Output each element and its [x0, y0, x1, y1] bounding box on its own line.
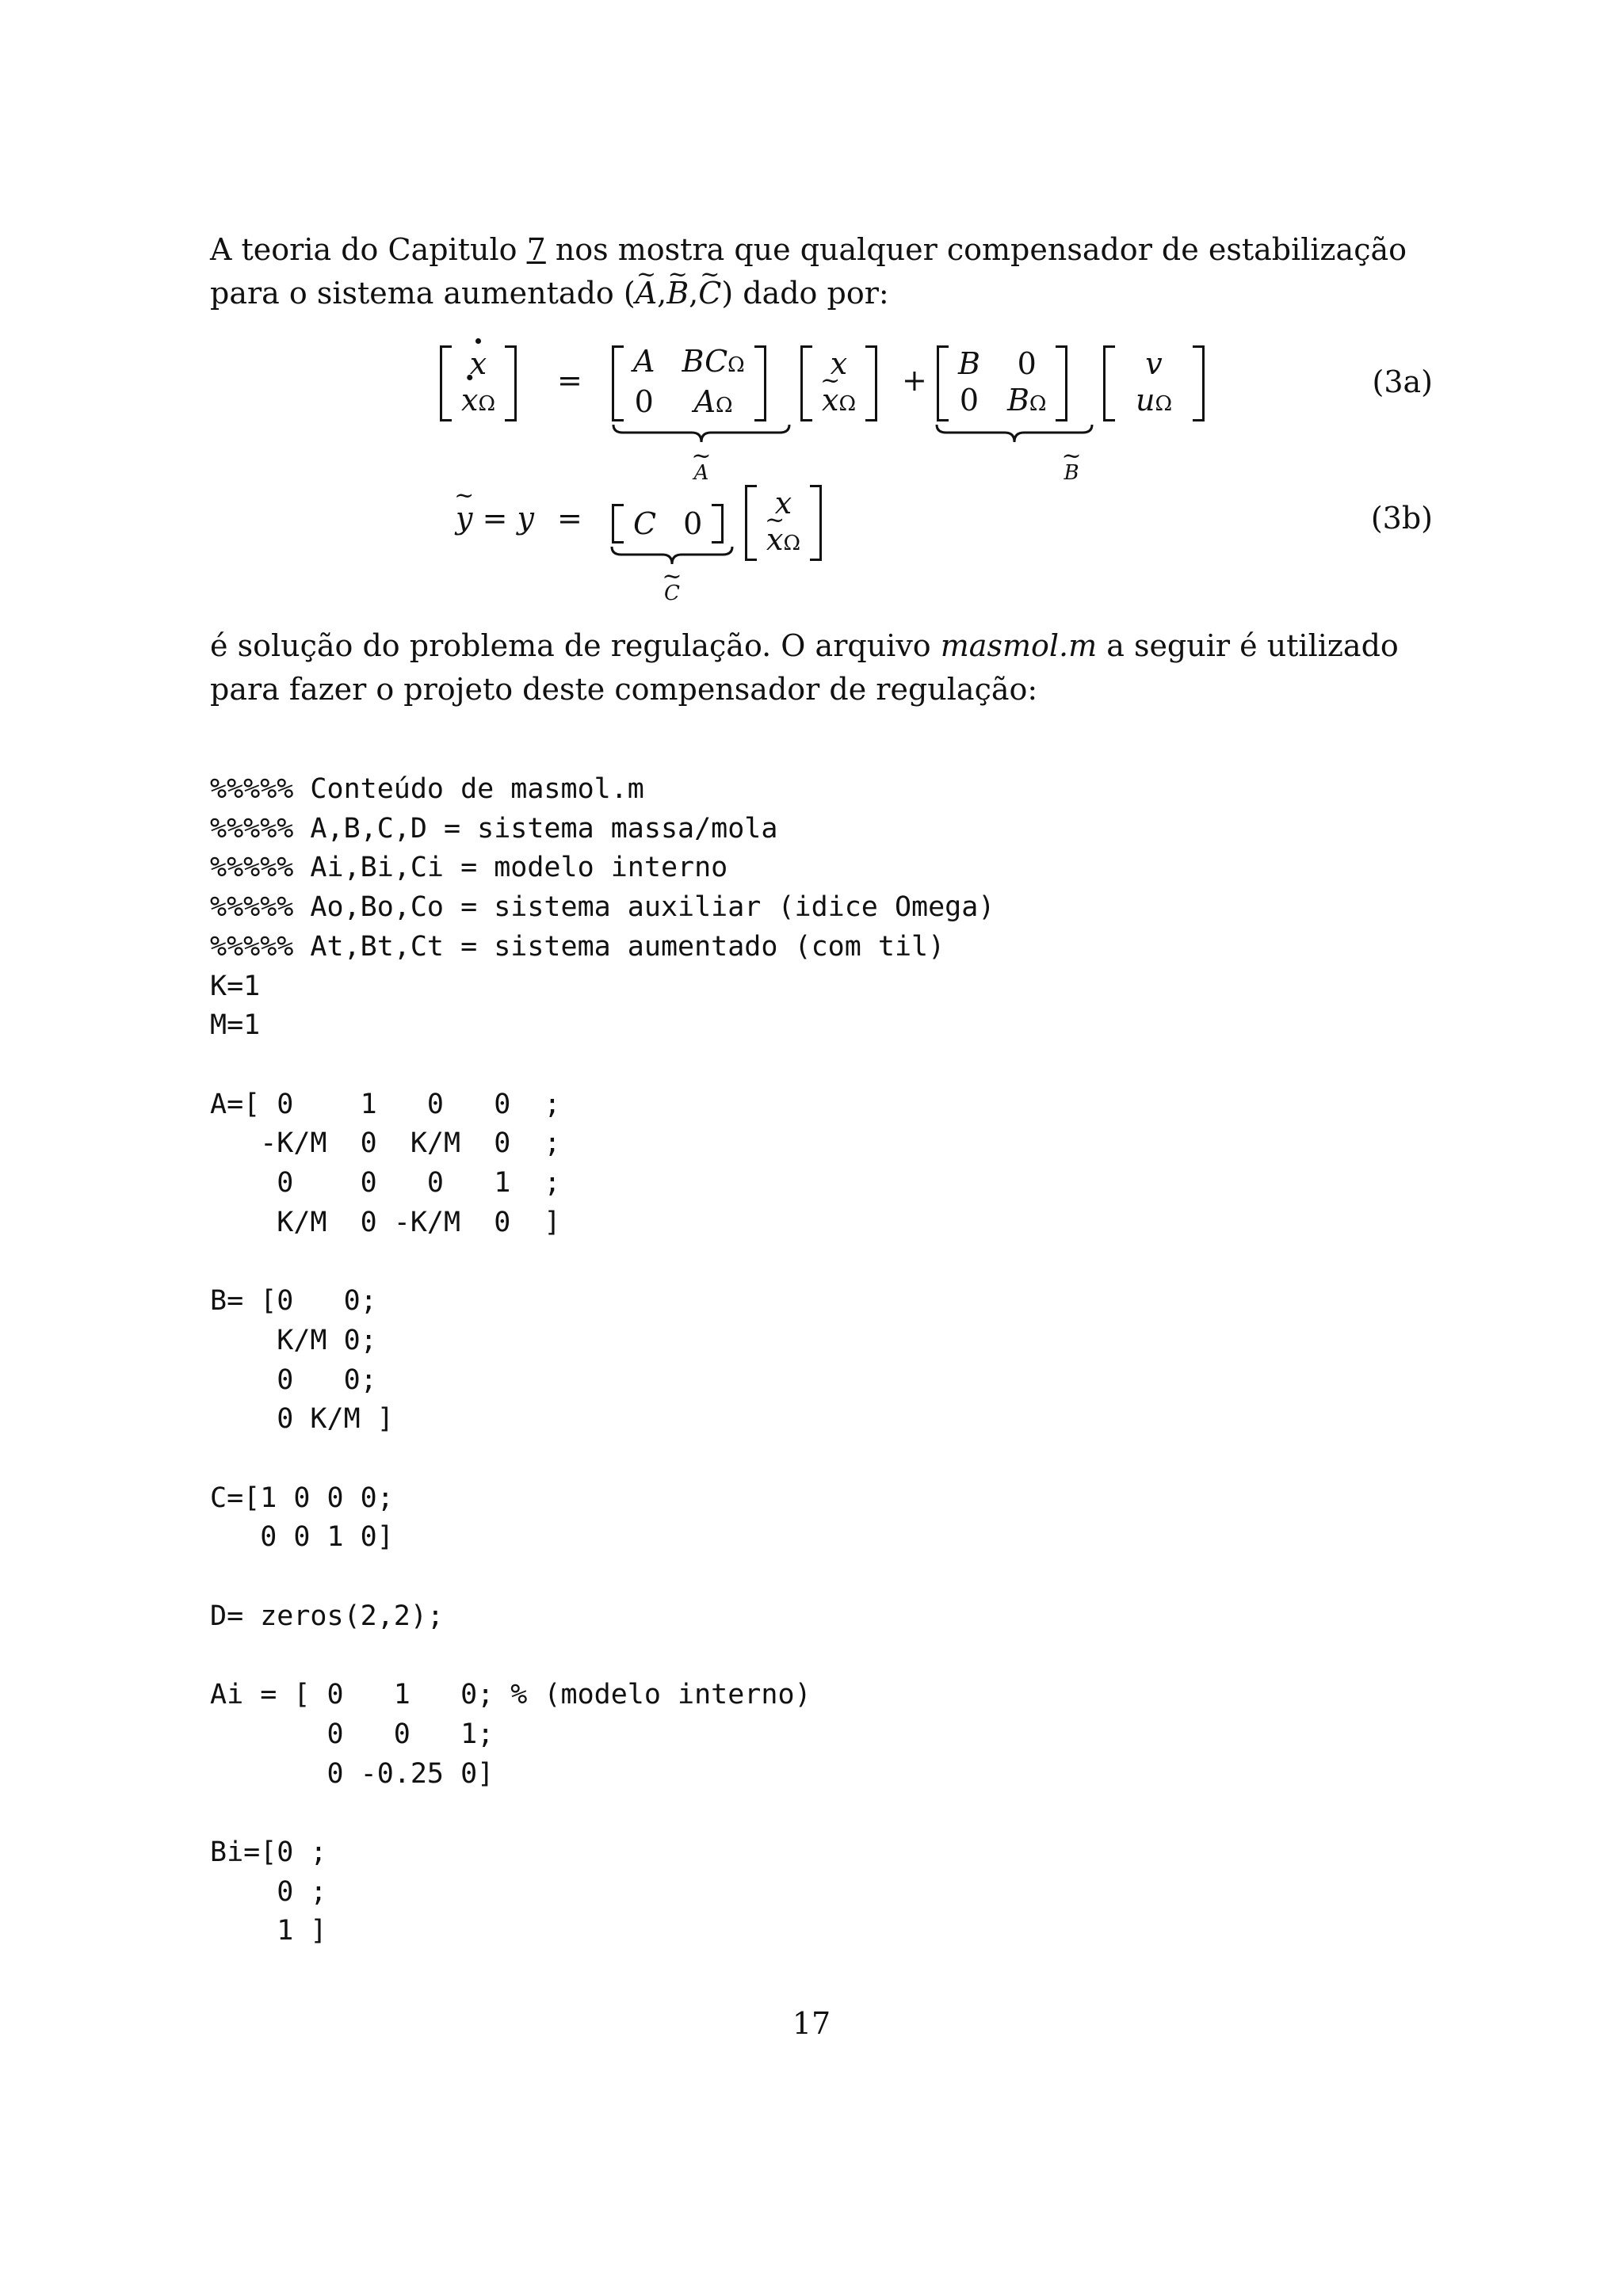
cell: x [774, 485, 792, 521]
system-c-tilde: ~ C [698, 272, 721, 315]
equals-sign: = [557, 363, 582, 398]
cell: B [958, 345, 980, 381]
brace-label-b: ~ B [1048, 461, 1095, 485]
intro-paragraph [210, 228, 1432, 315]
cell: ~ x [766, 523, 783, 556]
cell: ~ x [822, 383, 838, 417]
cell: x [830, 345, 848, 381]
vector-v-uomega [1103, 345, 1205, 421]
cell: 0 [959, 382, 980, 418]
equation-number-3a: (3a) [1372, 364, 1433, 399]
cell: 0 [683, 506, 703, 541]
x-omega-dot: · x [461, 383, 478, 417]
intro-text: A teoria do Capitulo [210, 232, 527, 267]
vector-x-xomega-3b [745, 485, 822, 561]
cell: C [633, 506, 657, 541]
system-b-tilde: ~ B [666, 272, 689, 315]
omega-sub: Ω [478, 391, 495, 416]
omega-sub: Ω [727, 353, 745, 377]
chapter-link[interactable]: 7 [526, 232, 546, 267]
cell: 0 [1017, 345, 1037, 381]
after-text: a seguir é utilizado para fazer o projeto deste compensador de regulação: [210, 628, 1399, 707]
underbrace-b [935, 423, 1094, 444]
cell: u [1136, 382, 1155, 418]
comma: , [689, 276, 699, 311]
filename: masmol.m [940, 628, 1098, 663]
lhs-vector [440, 345, 517, 421]
y: y [517, 501, 534, 536]
equation-3b [0, 485, 1623, 605]
y-tilde: ~ y [456, 501, 472, 536]
omega-sub: Ω [838, 391, 856, 416]
cell: 0 [634, 384, 654, 419]
plus-sign: + [902, 363, 927, 398]
comma: , [657, 276, 667, 311]
matrix-b-tilde [937, 345, 1067, 421]
omega-sub: Ω [716, 394, 733, 418]
intro-text: nos mostra que qualquer compensador de estabilização para o sistema aumentado ( [210, 232, 1407, 311]
underbrace-a [612, 423, 791, 444]
omega-sub: Ω [783, 531, 800, 555]
matrix-a-tilde [612, 345, 766, 421]
x-dot: · x [470, 347, 487, 380]
system-a-tilde: ~ A [636, 272, 657, 315]
after-paragraph [210, 624, 1432, 711]
page-number: 17 [792, 2006, 831, 2041]
intro-text: ) dado por: [721, 276, 889, 311]
after-text: é solução do problema de regulação. O arquivo [210, 628, 941, 663]
omega-sub: Ω [1155, 391, 1173, 416]
matrix-c-tilde [612, 504, 724, 543]
cell: v [1145, 345, 1163, 381]
cell: A [633, 344, 655, 379]
equals-sign: = [482, 501, 508, 536]
equation-number-3b: (3b) [1370, 501, 1433, 536]
cell: A [693, 384, 716, 419]
equals-sign: = [557, 501, 582, 536]
equation-3a [0, 341, 1623, 483]
cell: BC [682, 344, 728, 379]
brace-label-a: ~ A [678, 461, 725, 485]
omega-sub: Ω [1029, 391, 1047, 416]
code-listing: %%%%% Conteúdo de masmol.m %%%%% A,B,C,D = sistema massa/mola %%%%% Ai,Bi,Ci = modelo interno %%%%% Ao,Bo,Co = sistema auxiliar (idice Omega) %%%%% At,Bt,Ct = sistema aumentado (com til) K=1 M=1 A=[ 0 1 0 0 ; -K/M 0 K/M 0 ; 0 0 0 1 ; K/M 0 -K/M 0 ] B= [0 0; K/M 0; 0 0; 0 K/M ] C=[1 0 0 0; 0 0 1 0] D= zeros(2,2); Ai = [ 0 1 0; % (modelo interno) 0 0 1; 0 -0.25 0] Bi=[0 ; 0 ; 1 ] [210, 773, 995, 1947]
vector-x-xomega [800, 345, 877, 421]
brace-label-c: ~ C [648, 582, 696, 605]
cell: B [1006, 382, 1029, 418]
